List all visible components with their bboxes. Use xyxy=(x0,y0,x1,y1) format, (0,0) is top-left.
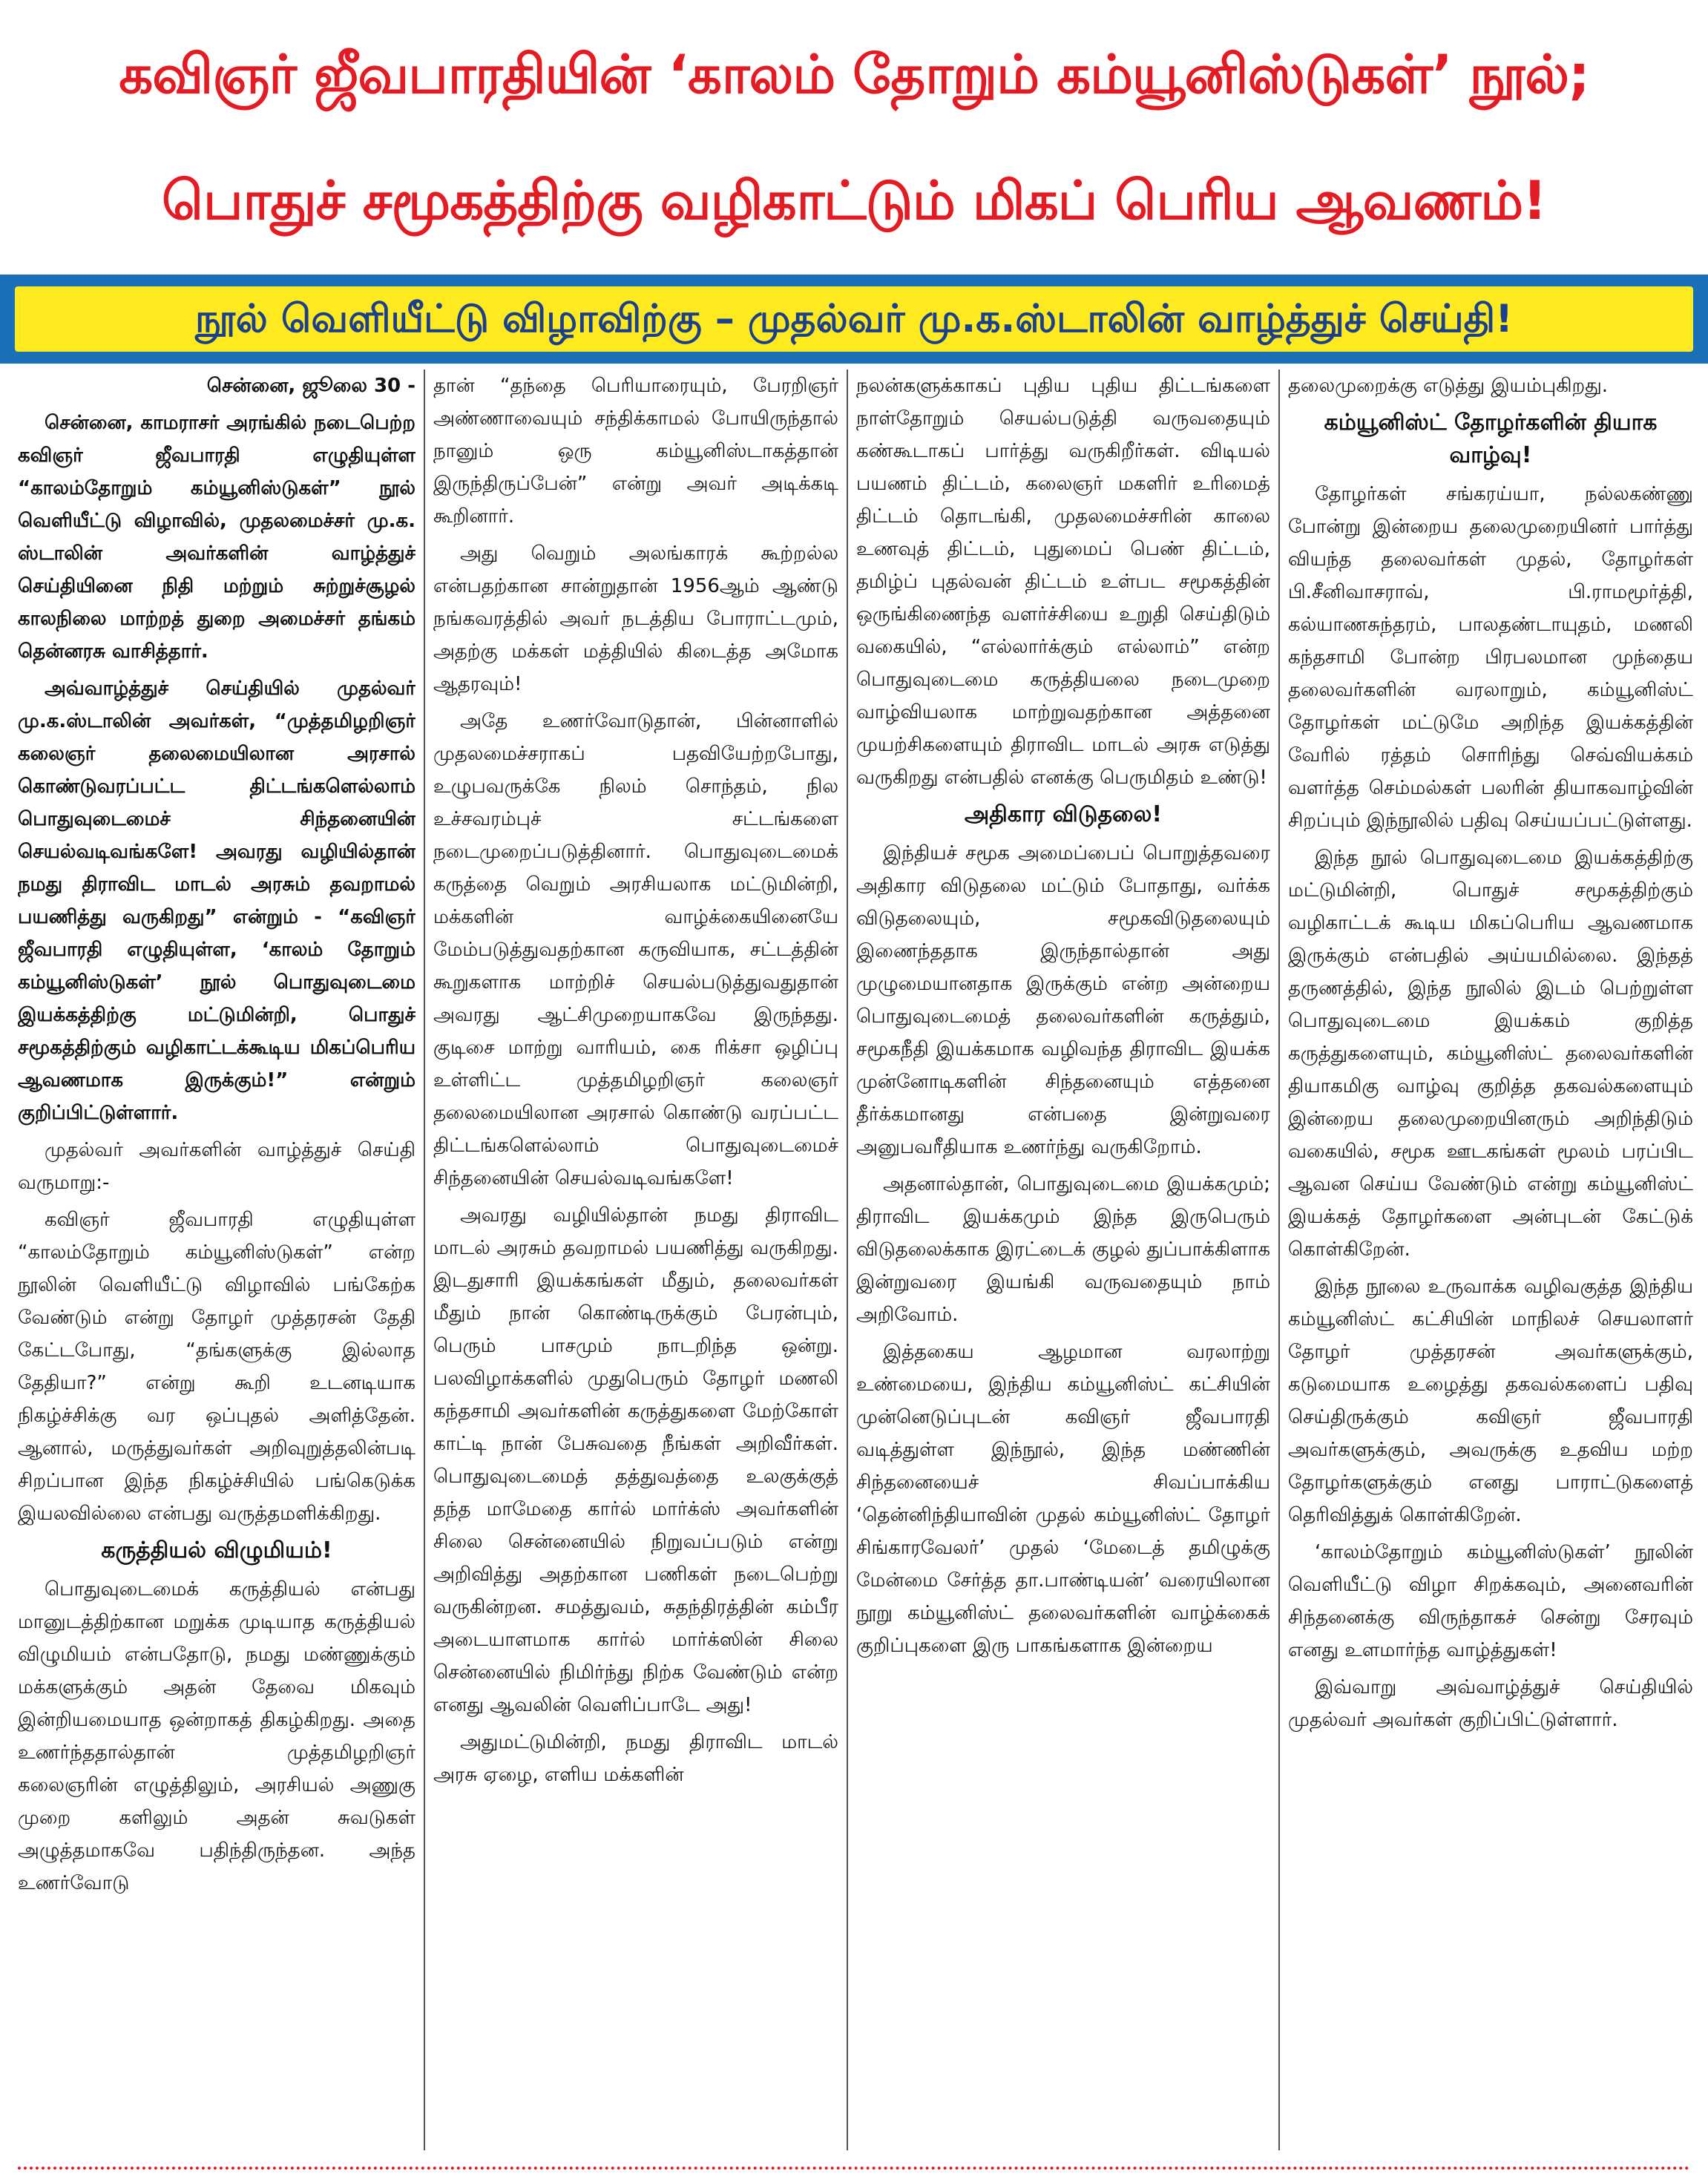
article-column-4 xyxy=(1288,370,1693,2158)
dateline: சென்னை, ஜூலை 30 - xyxy=(206,375,415,397)
paragraph: சென்னை, காமராசர் அரங்கில் நடைபெற்ற கவிஞர் ஜீவபாரதி எழுதியுள்ள “காலம்தோறும் கம்யூனிஸ்டுகள்” நூல் வெளியீட்டு விழாவில், முதலமைச்சர் மு.க. ஸ்டாலின் அவர்களின் வாழ்த்துச் செய்தியினை நிதி மற்றும் சுற்றுச்சூழல் காலநிலை மாற்றத் துறை அமைச்சர் தங்கம் தென்னரசு வாசித்தார். xyxy=(18,412,415,663)
paragraph: அதுமட்டுமின்றி, நமது திராவிட மாடல் அரசு ஏழை, எளிய மக்களின் xyxy=(433,1731,838,1786)
paragraph: அவ்வாழ்த்துச் செய்தியில் முதல்வர் மு.க.ஸ்டாலின் அவர்கள், “முத்தமிழறிஞர் கலைஞர் தலைமையிலான அரசால் கொண்டுவரப்பட்ட திட்டங்களெல்லாம் பொதுவுடைமைச் சிந்தனையின் செயல்வடிவங்களே! அவரது வழியில்தான் நமது திராவிட மாடல் அரசும் தவறாமல் பயணித்து வருகிறது” என்றும் - “கவிஞர் ஜீவபாரதி எழுதியுள்ள, ‘காலம் தோறும் கம்யூனிஸ்டுகள்’ நூல் பொதுவுடைமை இயக்கத்திற்கு மட்டுமின்றி, பொதுச் சமூகத்திற்கும் வழிகாட்டக்கூடிய மிகப்பெரிய ஆவணமாக இருக்கும்!” என்றும் குறிப்பிட்டுள்ளார். xyxy=(18,677,415,1124)
section-heading: கருத்தியல் விழுமியம்! xyxy=(101,1537,332,1563)
paragraph: கவிஞர் ஜீவபாரதி எழுதியுள்ள “காலம்தோறும் கம்யூனிஸ்டுகள்” என்ற நூலின் வெளியீட்டு விழாவில் பங்கேற்க வேண்டும் என்று தோழர் முத்தரசன் தேதி கேட்டபோது, “தங்களுக்கு இல்லாத தேதியா?” என்று கூறி உடனடியாக நிகழ்ச்சிக்கு வர ஒப்புதல் அளித்தேன். ஆனால், மருத்துவர்கள் அறிவுறுத்தலின்படி சிறப்பான இந்த நிகழ்ச்சியில் பங்கெடுக்க இயலவில்லை என்பது வருத்தமளிக்கிறது. xyxy=(18,1209,415,1525)
paragraph: அதே உணர்வோடுதான், பின்னாளில் முதலமைச்சராகப் பதவியேற்றபோது, உழுபவருக்கே நிலம் சொந்தம், நில உச்சவரம்புச் சட்டங்களை நடைமுறைப்படுத்தினார். பொதுவுடைமைக் கருத்தை வெறும் அரசியலாக மட்டுமின்றி, மக்களின் வாழ்க்கையினையே மேம்படுத்துவதற்கான கருவியாக, சட்டத்தின் கூறுகளாக மாற்றிச் செயல்படுத்துவதுதான் அவரது ஆட்சிமுறையாகவே இருந்தது. குடிசை மாற்று வாரியம், கை ரிக்சா ஒழிப்பு உள்ளிட்ட முத்தமிழறிஞர் கலைஞர் தலைமையிலான அரசால் கொண்டு வரப்பட்ட திட்டங்களெல்லாம் பொதுவுடைமைச் சிந்தனையின் செயல்வடிவங்களே! xyxy=(433,710,838,1189)
paragraph: தான் “தந்தை பெரியாரையும், பேரறிஞர் அண்ணாவையும் சந்திக்காமல் போயிருந்தால் நானும் ஒரு கம்யூனிஸ்டாகத்தான் இருந்திருப்பேன்” என்று அவர் அடிக்கடி கூறினார். xyxy=(433,375,838,528)
article-column-2 xyxy=(433,370,838,2158)
subheadline: நூல் வெளியீட்டு விழாவிற்கு – முதல்வர் மு.க.ஸ்டாலின் வாழ்த்துச் செய்தி! xyxy=(15,286,1693,352)
paragraph: ‘காலம்தோறும் கம்யூனிஸ்டுகள்’ நூலின் வெளியீட்டு விழா சிறக்கவும், அனைவரின் சிந்தனைக்கு விருந்தாகச் சென்று சேரவும் எனது உளமார்ந்த வாழ்த்துகள்! xyxy=(1288,1541,1693,1661)
paragraph: இவ்வாறு அவ்வாழ்த்துச் செய்தியில் முதல்வர் அவர்கள் குறிப்பிட்டுள்ளார். xyxy=(1288,1676,1693,1731)
subheadline-bar xyxy=(0,275,1708,364)
article-column-1 xyxy=(18,370,415,2158)
headline-line-2: பொதுச் சமூகத்திற்கு வழிகாட்டும் மிகப் பெரிய ஆவணம்! xyxy=(162,169,1546,232)
paragraph: பொதுவுடைமைக் கருத்தியல் என்பது மானுடத்திற்கான மறுக்க முடியாத கருத்தியல் விழுமியம் என்பதோடு, நமது மண்ணுக்கும் மக்களுக்கும் அதன் தேவை மிகவும் இன்றியமையாத ஒன்றாகத் திகழ்கிறது. அதை உணர்ந்ததால்தான் முத்தமிழறிஞர் கலைஞரின் எழுத்திலும், அரசியல் அணுகு முறை களிலும் அதன் சுவடுகள் அழுத்தமாகவே பதிந்திருந்தன. அந்த உணர்வோடு xyxy=(18,1578,415,1894)
article-body xyxy=(0,370,1708,2158)
paragraph: அது வெறும் அலங்காரக் கூற்றல்ல என்பதற்கான சான்றுதான் 1956ஆம் ஆண்டு நங்கவரத்தில் அவர் நடத்திய போராட்டமும், அதற்கு மக்கள் மத்தியில் கிடைத்த அமோக ஆதரவும்! xyxy=(433,542,838,695)
paragraph: அவரது வழியில்தான் நமது திராவிட மாடல் அரசும் தவறாமல் பயணித்து வருகிறது. இடதுசாரி இயக்கங்கள் மீதும், தலைவர்கள் மீதும் நான் கொண்டிருக்கும் பேரன்பும், பெரும் பாசமும் நாடறிந்த ஒன்று. பலவிழாக்களில் முதுபெரும் தோழர் மணலி கந்தசாமி அவர்களின் கருத்துகளை மேற்கோள் காட்டி நான் பேசுவதை நீங்கள் அறிவீர்கள். பொதுவுடைமைத் தத்துவத்தை உலகுக்குத் தந்த மாமேதை கார்ல் மார்க்ஸ் அவர்களின் சிலை சென்னையில் நிறுவப்படும் என்று அறிவித்து அதற்கான பணிகள் நடைபெற்று வருகின்றன. சமத்துவம், சுதந்திரத்தின் கம்பீர அடையாளமாக கார்ல் மார்க்ஸின் சிலை சென்னையில் நிமிர்ந்து நிற்க வேண்டும் என்ற எனது ஆவலின் வெளிப்பாடே அது! xyxy=(433,1204,838,1716)
paragraph: இத்தகைய ஆழமான வரலாற்று உண்மையை, இந்திய கம்யூனிஸ்ட் கட்சியின் முன்னெடுப்புடன் கவிஞர் ஜீவபாரதி வடித்துள்ள இந்நூல், இந்த மண்ணின் சிந்தனையைச் சிவப்பாக்கிய ‘தென்னிந்தியாவின் முதல் கம்யூனிஸ்ட் தோழர் சிங்காரவேலர்’ முதல் ‘மேடைத் தமிழுக்கு மேன்மை சேர்த்த தா.பாண்டியன்’ வரையிலான நூறு கம்யூனிஸ்ட் தலைவர்களின் வாழ்க்கைக் குறிப்புகளை இரு பாகங்களாக இன்றைய xyxy=(856,1341,1270,1657)
dotted-divider xyxy=(18,2167,1690,2173)
article-column-3 xyxy=(856,370,1270,2158)
section-heading: கம்யூனிஸ்ட் தோழர்களின் தியாக வாழ்வு! xyxy=(1324,410,1658,468)
paragraph: தலைமுறைக்கு எடுத்து இயம்புகிறது. xyxy=(1288,375,1609,397)
paragraph: இந்த நூல் பொதுவுடைமை இயக்கத்திற்கு மட்டுமின்றி, பொதுச் சமூகத்திற்கும் வழிகாட்டக் கூடிய மிகப்பெரிய ஆவணமாக இருக்கும் என்பதில் அய்யமில்லை. இந்தத் தருணத்தில், இந்த நூலில் இடம் பெற்றுள்ள பொதுவுடைமை இயக்கம் குறித்த கருத்துகளையும், கம்யூனிஸ்ட் தலைவர்களின் தியாகமிகு வாழ்வு குறித்த தகவல்களையும் இன்றைய தலைமுறையினரும் அறிந்திடும் வகையில், சமூக ஊடகங்கள் மூலம் பரப்பிட ஆவன செய்ய வேண்டும் என்று கம்யூனிஸ்ட் இயக்கத் தோழர்களை அன்புடன் கேட்டுக் கொள்கிறேன். xyxy=(1288,847,1693,1261)
paragraph: இந்தியச் சமூக அமைப்பைப் பொறுத்தவரை அதிகார விடுதலை மட்டும் போதாது, வர்க்க விடுதலையும், சமூகவிடுதலையும் இணைந்ததாக இருந்தால்தான் அது முழுமையானதாக இருக்கும் என்ற அன்றைய பொதுவுடைமைத் தலைவர்களின் கருத்தும், சமூகநீதி இயக்கமாக வழிவந்த திராவிட இயக்க முன்னோடிகளின் சிந்தனையும் எத்தனை தீர்க்கமானது என்பதை இன்றுவரை அனுபவரீதியாக உணர்ந்து வருகிறோம். xyxy=(856,842,1270,1158)
paragraph: அதனால்தான், பொதுவுடைமை இயக்கமும்; திராவிட இயக்கமும் இந்த இருபெரும் விடுதலைக்காக இரட்டைக் குழல் துப்பாக்கிளாக இன்றுவரை இயங்கி வருவதையும் நாம் அறிவோம். xyxy=(856,1173,1270,1326)
section-heading: அதிகார விடுதலை! xyxy=(964,801,1163,827)
bottom-border xyxy=(0,2158,1708,2180)
paragraph: முதல்வர் அவர்களின் வாழ்த்துச் செய்தி வருமாறு:- xyxy=(18,1139,415,1194)
paragraph: தோழர்கள் சங்கரய்யா, நல்லகண்ணு போன்று இன்றைய தலைமுறையினர் பார்த்து வியந்த தலைவர்கள் முதல், தோழர்கள் பி.சீனிவாசராவ், பி.ராமமூர்த்தி, கல்யாணசுந்தரம், பாலதண்டாயுதம், மணலி கந்தசாமி போன்ற பிரபலமான முந்தைய தலைவர்களின் வரலாறும், கம்யூனிஸ்ட் தோழர்கள் மட்டுமே அறிந்த இயக்கத்தின் வேரில் ரத்தம் சொரிந்து செவ்வியக்கம் வளர்த்த செம்மல்கள் பலரின் தியாகவாழ்வின் சிறப்பும் இந்நூலில் பதிவு செய்யப்பட்டுள்ளது. xyxy=(1288,483,1693,832)
headline-line-1: கவிஞர் ஜீவபாரதியின் ‘காலம் தோறும் கம்யூனிஸ்டுகள்’ நூல்; xyxy=(119,43,1589,105)
paragraph: நலன்களுக்காகப் புதிய புதிய திட்டங்களை நாள்தோறும் செயல்படுத்தி வருவதையும் கண்கூடாகப் பார்த்து வருகிறீர்கள். விடியல் பயணம் திட்டம், கலைஞர் மகளிர் உரிமைத் திட்டம் தொடங்கி, முதலமைச்சரின் காலை உணவுத் திட்டம், புதுமைப் பெண் திட்டம், தமிழ்ப் புதல்வன் திட்டம் உள்பட சமூகத்தின் ஒருங்கிணைந்த வளர்ச்சியை உறுதி செய்திடும் வகையில், “எல்லார்க்கும் எல்லாம்” என்ற பொதுவுடைமை கருத்தியலை நடைமுறை வாழ்வியலாக மாற்றுவதற்கான அத்தனை முயற்சிகளையும் திராவிட மாடல் அரசு எடுத்து வருகிறது என்பதில் எனக்கு பெருமிதம் உண்டு! xyxy=(856,375,1270,789)
headline xyxy=(0,0,1708,273)
paragraph: இந்த நூலை உருவாக்க வழிவகுத்த இந்திய கம்யூனிஸ்ட் கட்சியின் மாநிலச் செயலாளர் தோழர் முத்தரசன் அவர்களுக்கும், கடுமையாக உழைத்து தகவல்களைப் பதிவு செய்திருக்கும் கவிஞர் ஜீவபாரதி அவர்களுக்கும், அவருக்கு உதவிய மற்ற தோழர்களுக்கும் எனது பாராட்டுகளைத் தெரிவித்துக் கொள்கிறேன். xyxy=(1288,1276,1693,1526)
